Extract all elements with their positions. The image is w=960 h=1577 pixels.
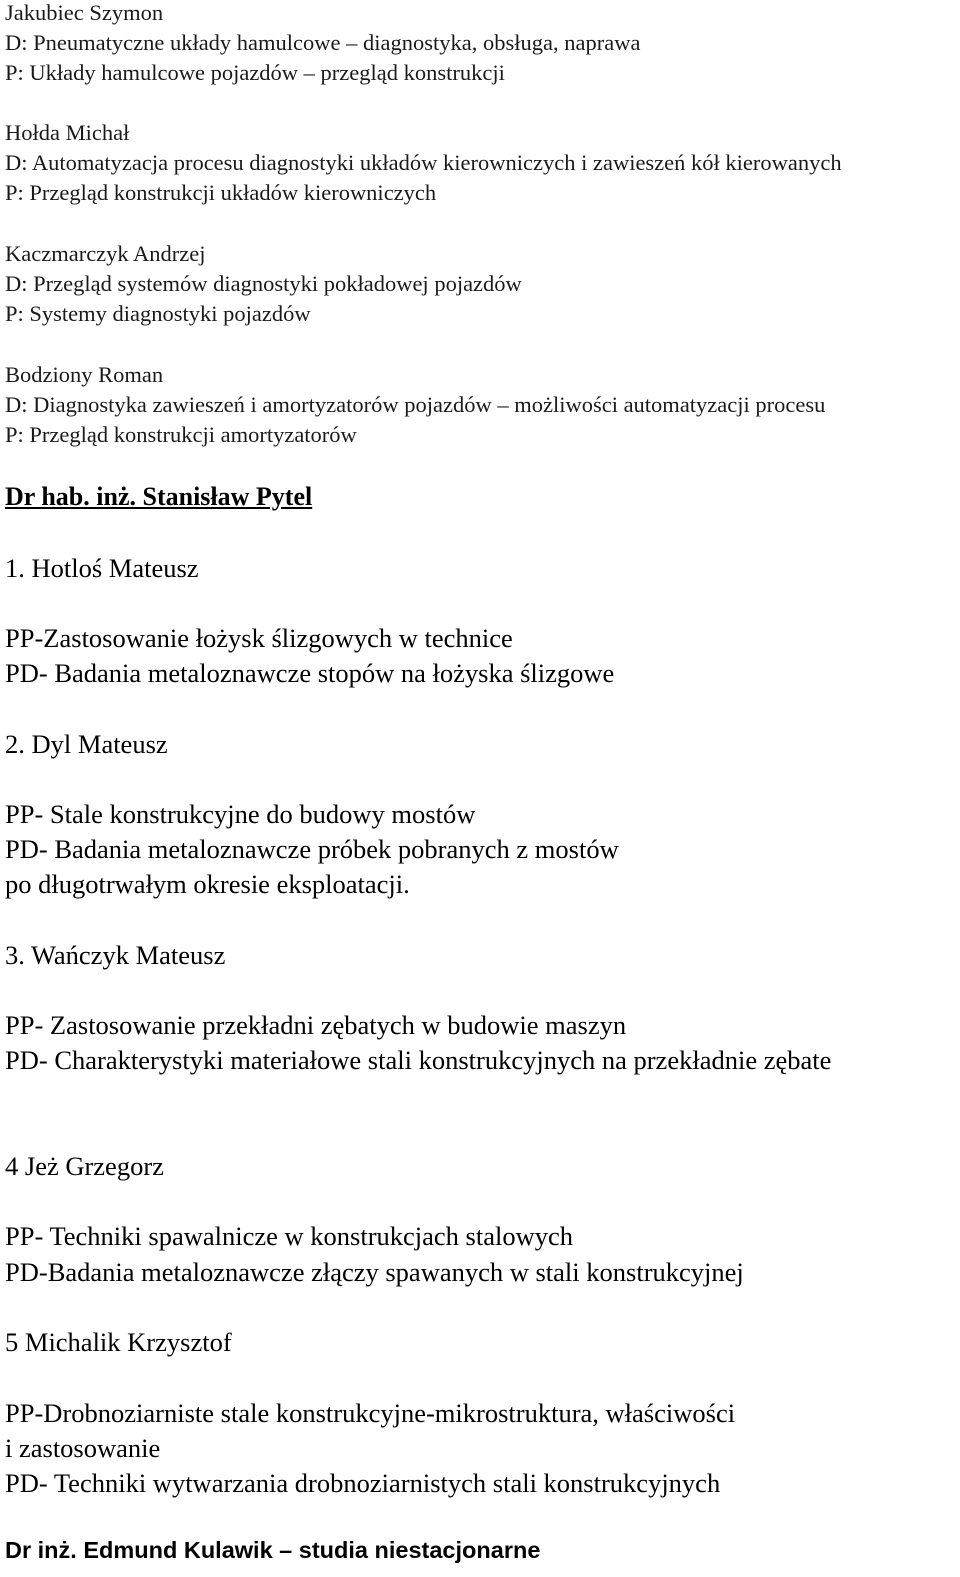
thesis-topic-d: D: Diagnostyka zawieszeń i amortyzatorów pojazdów – możliwości automatyzacji procesu [5, 392, 826, 417]
thesis-line: PD- Badania metaloznawcze stopów na łożyska ślizgowe [5, 658, 615, 688]
supervisor-heading-evening: Dr inż. Edmund Kulawik – studia niestacjonarne [5, 1537, 541, 1563]
thesis-line: PD-Badania metaloznawcze złączy spawanych w stali konstrukcyjnej [5, 1257, 744, 1287]
thesis-line: PD- Charakterystyki materiałowe stali konstrukcyjnych na przekładnie zębate [5, 1045, 832, 1075]
thesis-topic-d: D: Przegląd systemów diagnostyki pokładowej pojazdów [5, 271, 522, 296]
student-name: Bodziony Roman [5, 362, 164, 387]
thesis-line: PP- Techniki spawalnicze w konstrukcjach stalowych [5, 1221, 574, 1251]
student-name: 2. Dyl Mateusz [5, 729, 168, 759]
thesis-topic-p: P: Przegląd konstrukcji amortyzatorów [5, 422, 357, 447]
thesis-line: PD- Badania metaloznawcze próbek pobranych z mostów [5, 834, 619, 864]
thesis-topic-d: D: Automatyzacja procesu diagnostyki układów kierowniczych i zawieszeń kół kierowanych [5, 150, 842, 175]
supervisor-heading: Dr hab. inż. Stanisław Pytel [5, 482, 313, 511]
student-name: 5 Michalik Krzysztof [5, 1327, 232, 1357]
student-name: 3. Wańczyk Mateusz [5, 940, 226, 970]
student-name: Jakubiec Szymon [5, 0, 164, 25]
thesis-line: PP-Drobnoziarniste stale konstrukcyjne-mikrostruktura, właściwości [5, 1398, 736, 1428]
student-name: Kaczmarczyk Andrzej [5, 241, 206, 266]
thesis-line: PD- Techniki wytwarzania drobnoziarnistych stali konstrukcyjnych [5, 1468, 721, 1498]
thesis-line: PP- Zastosowanie przekładni zębatych w budowie maszyn [5, 1010, 627, 1040]
student-name: 4 Jeż Grzegorz [5, 1151, 164, 1181]
thesis-topic-p: P: Przegląd konstrukcji układów kierowniczych [5, 180, 437, 205]
thesis-topic-d: D: Pneumatyczne układy hamulcowe – diagnostyka, obsługa, naprawa [5, 30, 641, 55]
thesis-line: i zastosowanie [5, 1433, 161, 1463]
thesis-line: po długotrwałym okresie eksploatacji. [5, 869, 410, 899]
thesis-line: PP- Stale konstrukcyjne do budowy mostów [5, 799, 476, 829]
thesis-line: PP-Zastosowanie łożysk ślizgowych w technice [5, 623, 513, 653]
student-name: Hołda Michał [5, 120, 130, 145]
thesis-topic-p: P: Układy hamulcowe pojazdów – przegląd konstrukcji [5, 60, 505, 85]
student-name: 1. Hotloś Mateusz [5, 553, 199, 583]
thesis-topic-p: P: Systemy diagnostyki pojazdów [5, 301, 311, 326]
